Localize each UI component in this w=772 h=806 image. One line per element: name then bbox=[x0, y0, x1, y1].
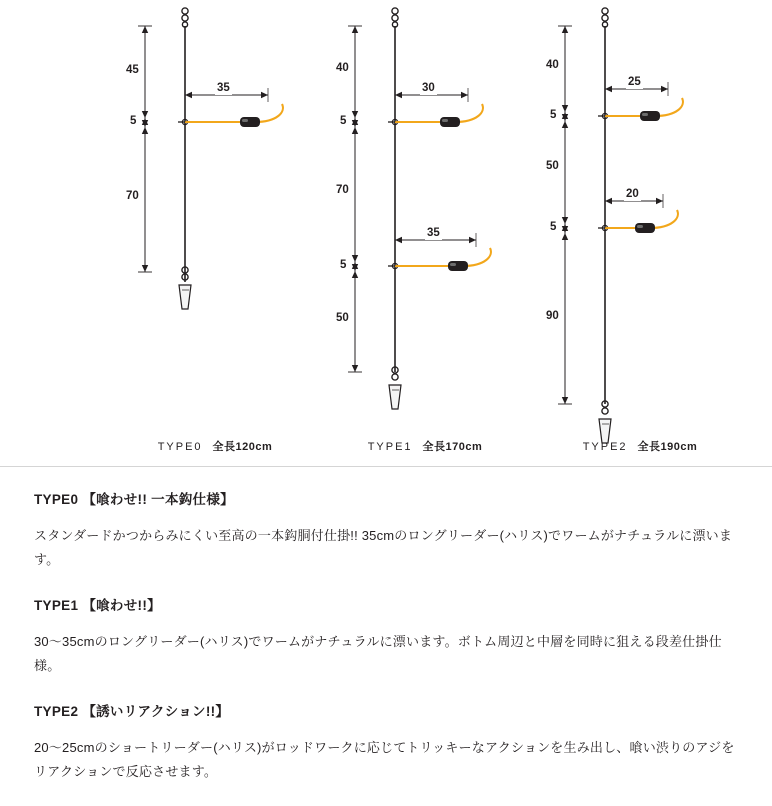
rig-svg-type2 bbox=[540, 0, 740, 466]
dim-label-type2-leader1: 20 bbox=[626, 188, 639, 200]
dim-label-type1-leader1: 35 bbox=[427, 227, 440, 239]
dim-label-type1-seg3: 5 bbox=[340, 259, 347, 271]
rig-caption-type2 bbox=[540, 438, 740, 454]
dim-label-type1-seg4: 50 bbox=[336, 312, 349, 324]
description-type0 bbox=[34, 488, 738, 572]
dim-label-type2-seg4: 90 bbox=[546, 310, 559, 322]
dim-label-type0-seg2: 70 bbox=[126, 190, 139, 202]
dim-label-type2-seg1: 5 bbox=[550, 109, 557, 121]
dim-label-type0-seg1: 5 bbox=[130, 115, 137, 127]
rig-diagram-type0 bbox=[120, 0, 310, 466]
description-body-type0: スタンダードかつからみにくい至高の一本鈎胴付仕掛!! 35cmのロングリーダー(ハリス)でワームがナチュラルに漂います。 bbox=[34, 528, 733, 568]
rig-caption-type0 bbox=[120, 438, 310, 454]
dim-label-type0-seg0: 45 bbox=[126, 64, 139, 76]
rig-diagram-type2 bbox=[540, 0, 740, 466]
rig-total-length-type2: 全長190cm bbox=[637, 441, 698, 453]
description-title-type2: TYPE2 【誘いリアクション!!】 bbox=[34, 704, 230, 720]
dim-label-type0-leader0: 35 bbox=[217, 82, 230, 94]
description-type2 bbox=[34, 700, 738, 784]
dim-label-type2-leader0: 25 bbox=[628, 76, 641, 88]
dim-label-type1-seg2: 70 bbox=[336, 184, 349, 196]
description-type1 bbox=[34, 594, 738, 678]
rig-total-length-type0: 全長120cm bbox=[212, 441, 273, 453]
rig-type-name-type0: TYPE0 bbox=[157, 441, 203, 453]
dim-label-type1-seg1: 5 bbox=[340, 115, 347, 127]
dim-label-type2-seg2: 50 bbox=[546, 160, 559, 172]
rig-diagram-type1 bbox=[330, 0, 520, 466]
description-area bbox=[0, 466, 772, 806]
description-body-type1: 30〜35cmのロングリーダー(ハリス)でワームがナチュラルに漂います。ボトム周辺と中層を同時に狙える段差仕掛仕様。 bbox=[34, 634, 722, 674]
description-body-type2: 20〜25cmのショートリーダー(ハリス)がロッドワークに応じてトリッキーなアクションを生み出し、喰い渋りのアジをリアクションで反応させます。 bbox=[34, 740, 735, 780]
rig-type-name-type1: TYPE1 bbox=[367, 441, 413, 453]
description-title-type1: TYPE1 【喰わせ!!】 bbox=[34, 598, 161, 614]
dim-label-type2-seg3: 5 bbox=[550, 221, 557, 233]
dim-label-type1-seg0: 40 bbox=[336, 62, 349, 74]
description-title-type0: TYPE0 【喰わせ!! 一本鈎仕様】 bbox=[34, 492, 234, 507]
rig-total-length-type1: 全長170cm bbox=[422, 441, 483, 453]
rig-caption-type1 bbox=[330, 438, 520, 454]
rig-type-name-type2: TYPE2 bbox=[582, 441, 628, 453]
dim-label-type1-leader0: 30 bbox=[422, 82, 435, 94]
rig-svg-type0 bbox=[120, 0, 310, 466]
dim-label-type2-seg0: 40 bbox=[546, 59, 559, 71]
